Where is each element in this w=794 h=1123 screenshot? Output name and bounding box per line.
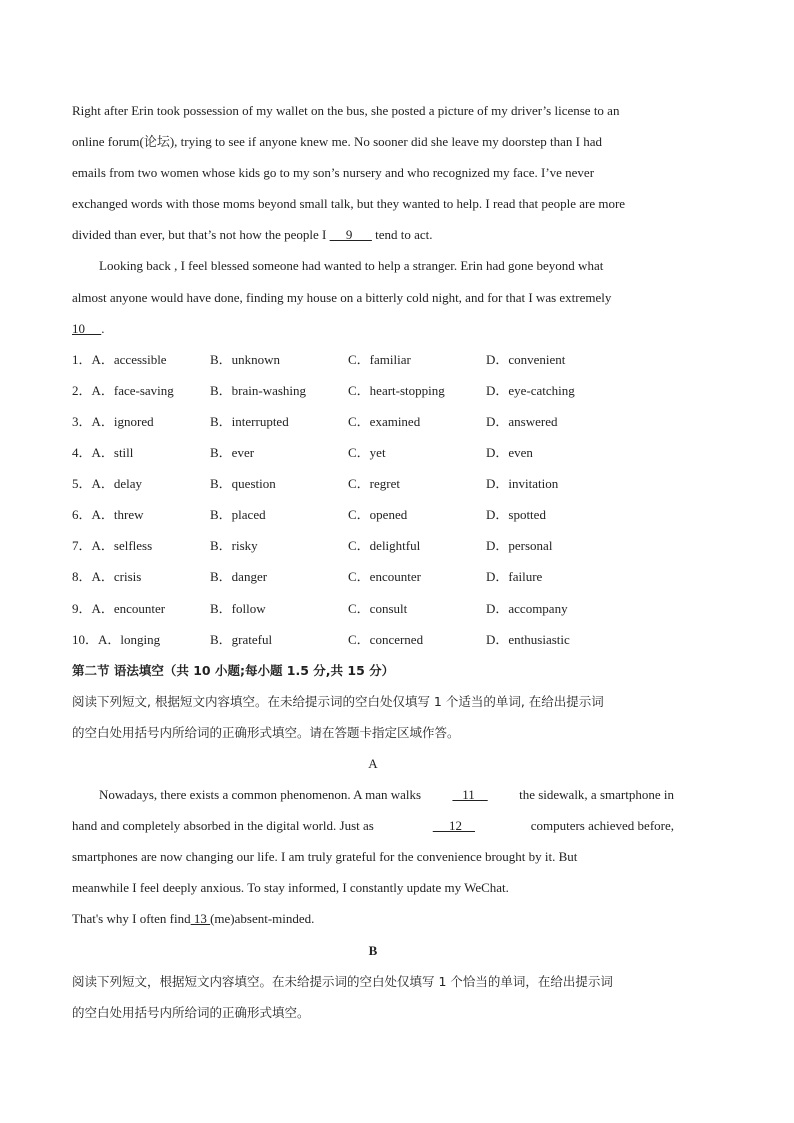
passage-text: the sidewalk, a smartphone in xyxy=(515,787,674,803)
option-d: D．eye-catching xyxy=(486,382,575,398)
option-a: 4．A．still xyxy=(72,445,134,461)
options-list xyxy=(72,344,674,655)
passage-line xyxy=(72,810,674,841)
passage-line xyxy=(72,250,674,281)
part-b-label: B xyxy=(368,942,378,958)
option-row xyxy=(72,375,674,406)
option-d: D．enthusiastic xyxy=(486,631,570,647)
passage-line xyxy=(72,903,674,934)
blank-10: 10 xyxy=(72,320,102,336)
blank-13: 13 xyxy=(190,911,211,927)
option-a: 7．A．selfless xyxy=(72,538,153,554)
option-d: D．even xyxy=(486,445,533,461)
option-a: 5．A．delay xyxy=(72,476,143,492)
option-d: D．failure xyxy=(486,569,543,585)
option-c: C．examined xyxy=(348,413,421,429)
part-a-label: A xyxy=(368,755,378,771)
passage-text: Nowadays, there exists a common phenomenon. A man walks xyxy=(99,787,425,803)
passage-text: Right after Erin took possession of my wallet on the bus, she posted a picture of my driver’s license to an xyxy=(72,103,620,118)
option-d: D．accompany xyxy=(486,600,568,616)
option-b: B．interrupted xyxy=(210,413,289,429)
passage-line xyxy=(72,282,674,313)
passage-line xyxy=(72,779,674,810)
blank-9: 9 xyxy=(329,227,372,243)
passage-line xyxy=(72,841,674,872)
option-a: 8．A．crisis xyxy=(72,569,142,585)
option-row xyxy=(72,561,674,592)
passage-line xyxy=(72,126,674,157)
option-c: C．delightful xyxy=(348,538,421,554)
option-c: C．encounter xyxy=(348,569,421,585)
option-row xyxy=(72,406,674,437)
option-d: D．answered xyxy=(486,413,558,429)
passage-text: (me)absent-minded. xyxy=(210,911,315,927)
option-b: B．grateful xyxy=(210,631,273,647)
passage-line xyxy=(72,872,674,903)
option-a: 1．A．accessible xyxy=(72,351,167,367)
option-c: C．familiar xyxy=(348,351,411,367)
section-heading: 第二节 语法填空（共 10 小题;每小题 1.5 分,共 15 分） xyxy=(72,662,395,678)
passage-text: meanwhile I feel deeply anxious. To stay informed, I constantly update my WeChat. xyxy=(72,880,509,896)
passage-line xyxy=(72,313,674,344)
document-content xyxy=(72,95,674,1028)
option-row xyxy=(72,499,674,530)
passage-text: Looking back , I feel blessed someone had wanted to help a stranger. Erin had gone beyond what xyxy=(99,258,604,274)
option-row xyxy=(72,530,674,561)
passage-text: online forum(论坛), trying to see if anyone knew me. No sooner did she leave my doorstep than I had xyxy=(72,134,602,150)
option-a: 3．A．ignored xyxy=(72,413,154,429)
option-row xyxy=(72,593,674,624)
option-b: B．brain-washing xyxy=(210,382,307,398)
option-row xyxy=(72,437,674,468)
option-d: D．convenient xyxy=(486,351,566,367)
blank-11: 11 xyxy=(452,787,488,803)
passage-line xyxy=(72,157,674,188)
option-d: D．spotted xyxy=(486,507,546,523)
passage-text: . xyxy=(101,320,105,336)
option-b: B．ever xyxy=(210,445,255,461)
option-b: B．follow xyxy=(210,600,266,616)
option-a: 2．A．face-saving xyxy=(72,382,174,398)
option-c: C．opened xyxy=(348,507,408,523)
passage-line xyxy=(72,95,674,126)
option-a: 6．A．threw xyxy=(72,507,144,523)
option-a: 9．A．encounter xyxy=(72,600,166,616)
option-b: B．question xyxy=(210,476,276,492)
option-c: C．regret xyxy=(348,476,400,492)
option-c: C．heart-stopping xyxy=(348,382,445,398)
passage-text: exchanged words with those moms beyond small talk, but they wanted to help. I read that people are more xyxy=(72,196,626,212)
passage-text: divided than ever, but that’s not how the people I xyxy=(72,227,330,243)
passage-text: almost anyone would have done, finding my house on a bitterly cold night, and for that I was extremely xyxy=(72,289,612,305)
passage-text: That's why I often find xyxy=(72,911,191,927)
option-b: B．danger xyxy=(210,569,268,585)
option-b: B．risky xyxy=(210,538,258,554)
option-c: C．concerned xyxy=(348,631,424,647)
passage-line xyxy=(72,188,674,219)
option-c: C．yet xyxy=(348,445,386,461)
option-a: 10．A．longing xyxy=(72,631,161,647)
option-d: D．personal xyxy=(486,538,553,554)
passage-text: hand and completely absorbed in the digital world. Just as xyxy=(72,818,378,834)
blank-12: 12 xyxy=(432,818,476,834)
option-row xyxy=(72,468,674,499)
option-c: C．consult xyxy=(348,600,408,616)
passage-line xyxy=(72,219,674,250)
option-b: B．placed xyxy=(210,507,266,523)
instruction-line: 的空白处用括号内所给词的正确形式填空。 xyxy=(72,1004,310,1020)
option-row xyxy=(72,344,674,375)
passage-text: smartphones are now changing our life. I am truly grateful for the convenience brought by it. But xyxy=(72,849,578,865)
passage-text: emails from two women whose kids go to my son’s nursery and who recognized my face. I’ve never xyxy=(72,165,595,181)
passage-text: computers achieved before, xyxy=(530,818,674,834)
passage-text: tend to act. xyxy=(371,227,433,243)
instruction-line: 的空白处用括号内所给词的正确形式填空。请在答题卡指定区域作答。 xyxy=(72,724,460,740)
option-d: D．invitation xyxy=(486,476,559,492)
option-row xyxy=(72,624,674,655)
instruction-line: 阅读下列短文，根据短文内容填空。在未给提示词的空白处仅填写 1 个恰当的单词，在给出提示词 xyxy=(72,973,613,989)
option-b: B．unknown xyxy=(210,351,281,367)
instruction-line: 阅读下列短文, 根据短文内容填空。在未给提示词的空白处仅填写 1 个适当的单词, 在给出提示词 xyxy=(72,693,604,709)
